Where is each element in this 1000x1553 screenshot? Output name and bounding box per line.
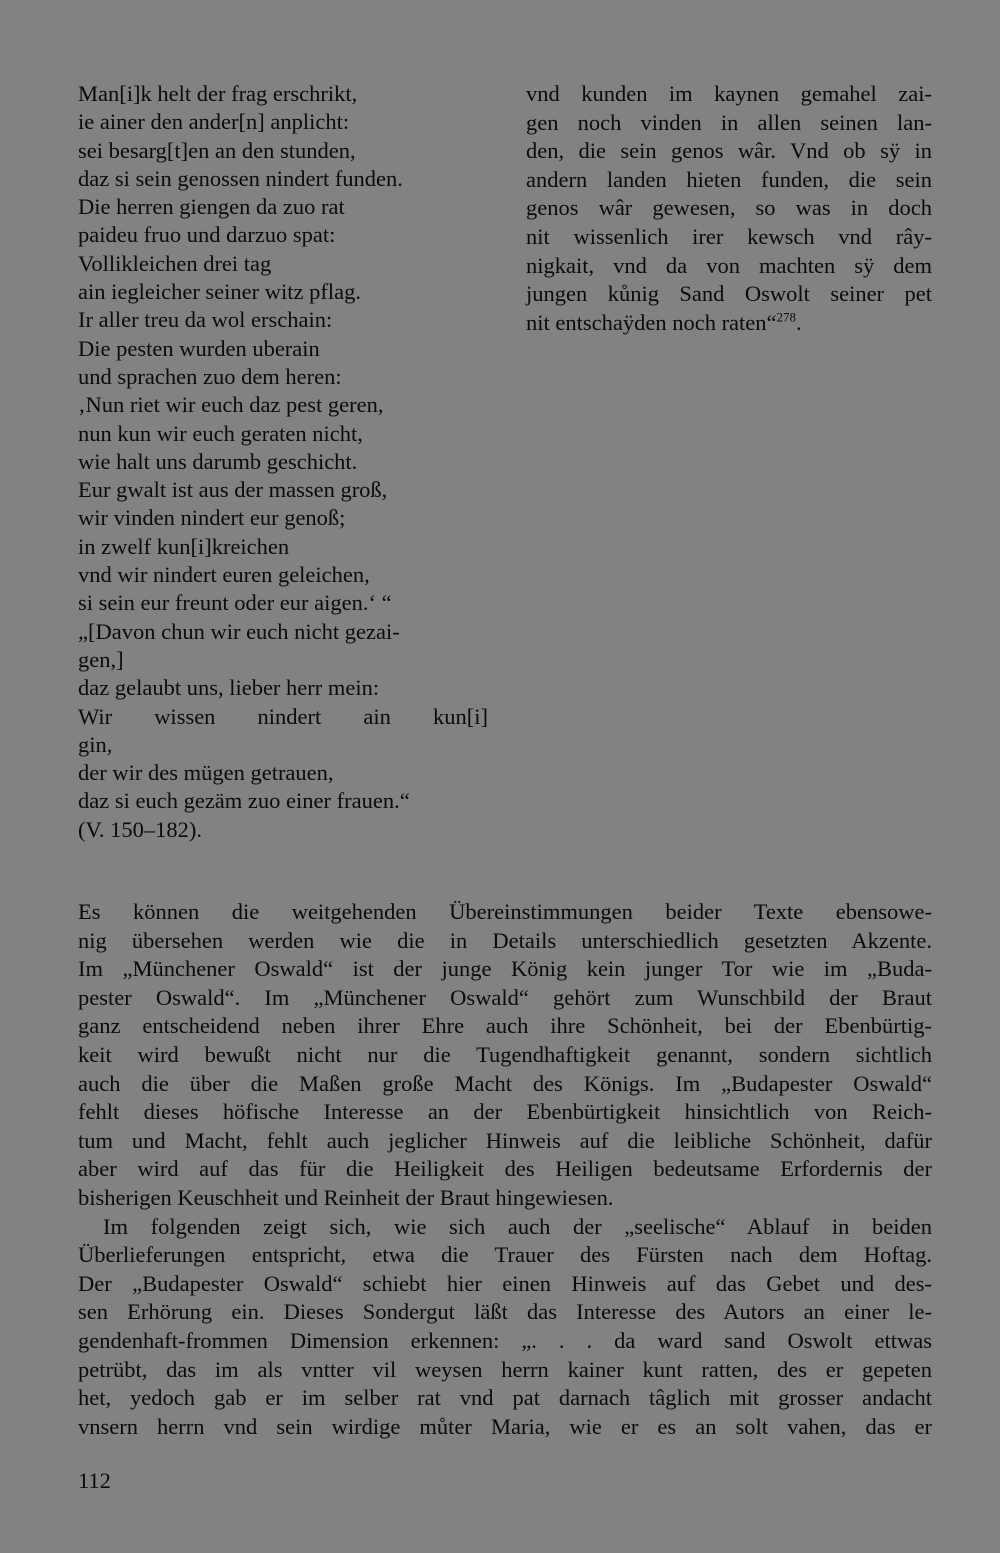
body-paragraphs xyxy=(78,898,932,1441)
verse-line xyxy=(78,703,488,731)
prose-line: vnd kunden im kaynen gemahel zai- xyxy=(526,81,932,106)
body-line: vnsern herrn vnd sein wirdige můter Maria, wie er es an solt vahen, das er xyxy=(78,1413,932,1439)
prose-line: nigkait, vnd da von machten sÿ dem xyxy=(526,252,932,278)
verse-line: sei besarg[t]en an den stunden, xyxy=(78,137,356,163)
verse-line: Ir aller treu da wol erschain: xyxy=(78,307,333,333)
body-line: Im folgenden zeigt sich, wie sich auch der „seelische“ Ablauf in beiden xyxy=(103,1213,932,1239)
verse-line: gen,] xyxy=(78,646,124,672)
verse-line: Die pesten wurden uberain xyxy=(78,335,320,361)
page-number: 112 xyxy=(78,1468,111,1493)
prose-line: jungen kůnig Sand Oswolt seiner pet xyxy=(526,281,932,307)
verse-line: ‚Nun riet wir euch daz pest geren, xyxy=(78,392,384,418)
prose-line-last xyxy=(526,309,932,338)
verse-line: der wir des mügen getrauen, xyxy=(78,760,334,786)
body-line: fehlt dieses höfische Interesse an der Ebenbürtigkeit hinsichtlich von Reich- xyxy=(78,1099,932,1125)
prose-quote-column xyxy=(526,80,932,337)
verse-line: Eur gwalt ist aus der massen groß, xyxy=(78,477,388,503)
body-line: Im „Münchener Oswald“ ist der junge König kein junger Tor wie im „Buda- xyxy=(78,956,932,982)
body-line: nig übersehen werden wie die in Details unterschiedlich gesetzten Akzente. xyxy=(78,927,932,953)
verse-word: wissen xyxy=(154,703,216,729)
verse-line: gin, xyxy=(78,731,113,757)
prose-line: den, die sein genos wâr. Vnd ob sÿ in xyxy=(526,138,932,164)
verse-line: si sein eur freunt oder eur aigen.‘ “ xyxy=(78,590,392,616)
verse-line: und sprachen zuo dem heren: xyxy=(78,363,342,389)
verse-line: „[Davon chun wir euch nicht gezai- xyxy=(78,618,400,644)
verse-word: ain xyxy=(363,703,391,729)
body-line: het, yedoch gab er im selber rat vnd pat darnach tâglich mit grosser andacht xyxy=(78,1385,932,1411)
prose-line: gen noch vinden in allen seinen lan- xyxy=(526,109,932,135)
prose-end: . xyxy=(796,309,802,335)
verse-line: paideu fruo und darzuo spat: xyxy=(78,222,336,248)
verse-line: ain iegleicher seiner witz pflag. xyxy=(78,279,361,305)
prose-line: nit wissenlich irer kewsch vnd rây- xyxy=(526,223,932,249)
verse-word: nindert xyxy=(257,703,322,729)
verse-line: Vollikleichen drei tag xyxy=(78,250,272,276)
prose-text: nit entschaÿden noch raten“ xyxy=(526,309,777,335)
body-line: Der „Budapester Oswald“ schiebt hier einen Hinweis auf das Gebet und des- xyxy=(78,1270,932,1296)
verse-citation: (V. 150–182). xyxy=(78,816,202,842)
body-line: bisherigen Keuschheit und Reinheit der Braut hingewiesen. xyxy=(78,1184,614,1210)
body-line: Überlieferungen entspricht, etwa die Trauer des Fürsten nach dem Hoftag. xyxy=(78,1242,932,1268)
prose-line: andern landen hieten funden, die sein xyxy=(526,166,932,192)
verse-word: kun[i] xyxy=(432,703,488,729)
body-line: pester Oswald“. Im „Münchener Oswald“ gehört zum Wunschbild der Braut xyxy=(78,984,932,1010)
footnote-ref: 278 xyxy=(776,309,797,325)
body-line: keit wird bewußt nicht nur die Tugendhaftigkeit genannt, sondern sichtlich xyxy=(78,1041,932,1067)
verse-line: wir vinden nindert eur genoß; xyxy=(78,505,346,531)
body-line: auch die über die Maßen große Macht des Königs. Im „Budapester Oswald“ xyxy=(78,1070,932,1096)
verse-line: daz si euch gezäm zuo einer frauen.“ xyxy=(78,788,410,814)
verse-line: ie ainer den ander[n] anplicht: xyxy=(78,109,350,135)
body-line: Es können die weitgehenden Übereinstimmungen beider Texte ebensowe- xyxy=(78,899,932,924)
body-line: sen Erhörung ein. Dieses Sondergut läßt das Interesse des Autors an einer le- xyxy=(78,1299,932,1325)
verse-line: Man[i]k helt der frag erschrikt, xyxy=(78,81,358,106)
verse-line: Die herren giengen da zuo rat xyxy=(78,194,345,220)
verse-line: nun kun wir euch geraten nicht, xyxy=(78,420,363,446)
body-line: ganz entscheidend neben ihrer Ehre auch ihre Schönheit, bei der Ebenbürtig- xyxy=(78,1013,932,1039)
verse-column xyxy=(78,80,498,844)
verse-line: vnd wir nindert euren geleichen, xyxy=(78,562,370,588)
body-line: petrübt, das im als vntter vil weysen herrn kainer kunt ratten, des er gepeten xyxy=(78,1356,932,1382)
verse-line: in zwelf kun[i]kreichen xyxy=(78,533,290,559)
body-line: aber wird auf das für die Heiligkeit des Heiligen bedeutsame Erfordernis der xyxy=(78,1156,932,1182)
prose-line: genos wâr gewesen, so was in doch xyxy=(526,195,932,221)
verse-line: daz gelaubt uns, lieber herr mein: xyxy=(78,675,380,701)
verse-line: wie halt uns darumb geschicht. xyxy=(78,448,358,474)
body-line: gendenhaft-frommen Dimension erkennen: „. . . da ward sand Oswolt ettwas xyxy=(78,1327,932,1353)
body-line: tum und Macht, fehlt auch jeglicher Hinweis auf die leibliche Schönheit, dafür xyxy=(78,1127,932,1153)
verse-line: daz si sein genossen nindert funden. xyxy=(78,165,403,191)
verse-word: Wir xyxy=(78,703,113,729)
